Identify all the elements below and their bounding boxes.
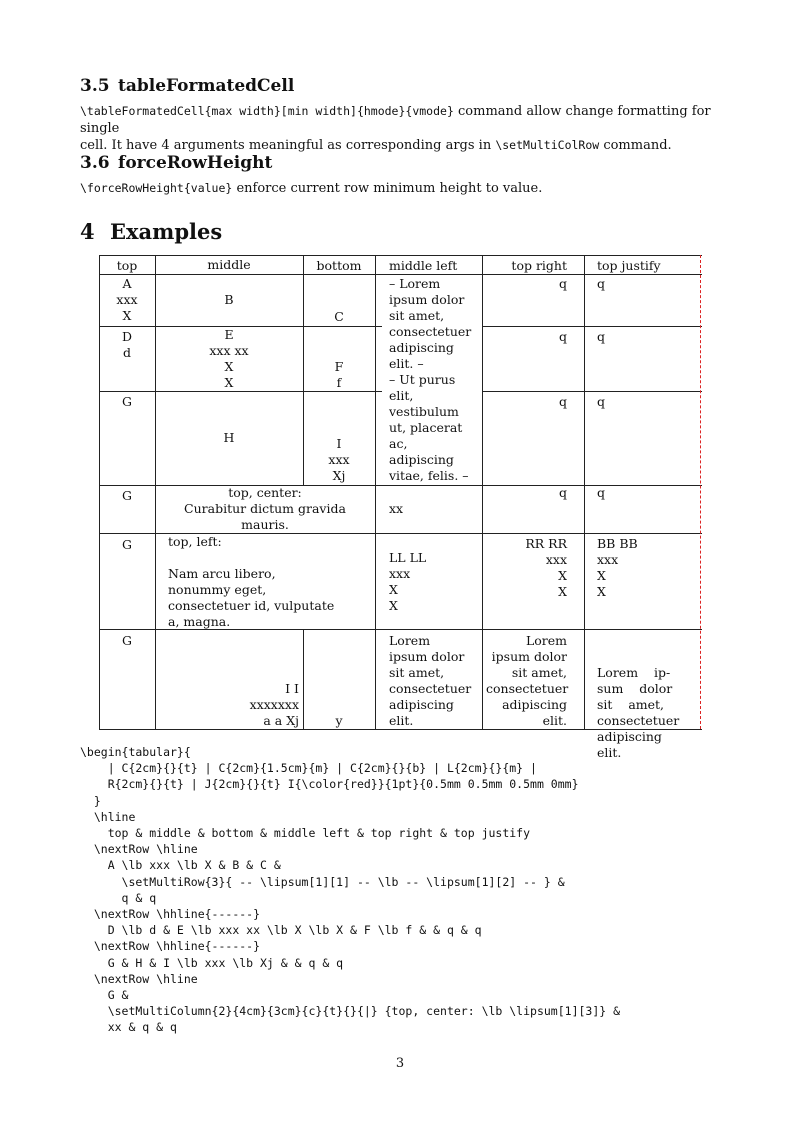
cell-line: G xyxy=(122,537,132,552)
cell-line: adipiscing xyxy=(597,729,662,744)
code-line: \setMultiColumn{2}{4cm}{3cm}{c}{t}{}{|} {top, center: \lb \lipsum[1][3]} & xyxy=(80,1004,621,1019)
cell-line: bottom xyxy=(316,258,362,273)
cell-line: vestibulum xyxy=(389,404,459,419)
section-title: Examples xyxy=(110,219,223,244)
cell-line: xxx xyxy=(328,452,350,467)
code-line: | C{2cm}{}{t} | C{2cm}{1.5cm}{m} | C{2cm}{}{b} | L{2cm}{}{m} | xyxy=(80,761,537,776)
cell-line: I xyxy=(336,436,342,451)
cell-line: G xyxy=(122,488,132,503)
table-cell xyxy=(99,276,155,324)
cell-line: f xyxy=(336,375,342,390)
cell-line: C xyxy=(334,309,344,324)
header-cell xyxy=(593,258,700,274)
cell-line: d xyxy=(122,345,131,360)
cell-line: elit. xyxy=(389,713,414,728)
table-cell xyxy=(99,329,155,361)
table-rule xyxy=(375,255,376,729)
cell-line: xxxxxxx xyxy=(249,697,299,712)
cell-line: ac, xyxy=(389,436,408,451)
table-cell xyxy=(99,394,155,410)
table-cell xyxy=(593,536,700,600)
table-cell xyxy=(385,633,482,729)
table-cell xyxy=(593,276,700,292)
multicolumn-cell xyxy=(155,485,375,533)
table-cell xyxy=(593,485,700,501)
section-heading-3-5 xyxy=(80,76,294,96)
cell-line: adipiscing xyxy=(502,697,567,712)
code-listing xyxy=(80,744,620,1036)
code-line: \nextRow \hhline{------} xyxy=(80,907,261,922)
cell-line: consectetuer xyxy=(486,681,569,696)
table-rule xyxy=(584,255,585,729)
table-cell xyxy=(482,536,571,600)
table-cell xyxy=(385,550,482,614)
cell-line: Lorem ip- xyxy=(597,665,671,680)
multirow-cell xyxy=(385,276,482,484)
red-dashed-rule xyxy=(700,255,701,729)
cell-line: X xyxy=(224,375,234,390)
command-text: \tableFormatedCell{max width}[min width]{hmode}{vmode} xyxy=(80,104,454,118)
cell-line: I I xyxy=(285,681,299,696)
table-rule xyxy=(99,391,382,392)
table-cell xyxy=(303,359,375,391)
paragraph-table-formated-cell xyxy=(80,103,725,154)
cell-line: BB BB xyxy=(597,536,638,551)
cell-line: elit. xyxy=(597,745,622,760)
cell-line: ipsum dolor xyxy=(389,292,465,307)
cell-line: consectetuer xyxy=(389,324,472,339)
cell-line: a a Xj xyxy=(263,713,299,728)
table-cell xyxy=(385,501,482,517)
code-line: A \lb xxx \lb X & B & C & xyxy=(80,858,281,873)
cell-line: LL LL xyxy=(389,550,427,565)
cell-line: ipsum dolor xyxy=(389,649,465,664)
cell-line: q xyxy=(558,329,567,344)
cell-line: q xyxy=(597,276,606,291)
cell-line: adipiscing xyxy=(389,697,454,712)
cell-line: adipiscing xyxy=(389,340,454,355)
table-cell xyxy=(303,436,375,484)
code-line: G & xyxy=(80,988,129,1003)
cell-line: X xyxy=(597,584,606,599)
code-line: R{2cm}{}{t} | J{2cm}{}{t} I{\color{red}}{1pt}{0.5mm 0.5mm 0.5mm 0mm} xyxy=(80,777,579,792)
table-cell xyxy=(99,537,155,553)
code-line: \hline xyxy=(80,809,136,824)
code-line: top & middle & bottom & middle left & top right & top justify xyxy=(80,826,531,841)
cell-line: top, center: xyxy=(228,485,302,500)
cell-line: X xyxy=(597,568,606,583)
cell-line: E xyxy=(224,327,234,342)
cell-line: consectetuer id, vulputate xyxy=(168,598,335,613)
cell-line: xxx xyxy=(389,566,411,581)
table-cell xyxy=(99,633,155,649)
header-cell xyxy=(99,258,155,274)
section-title: tableFormatedCell xyxy=(118,76,295,96)
cell-line: F xyxy=(334,359,344,374)
cell-line: q xyxy=(597,485,606,500)
table-cell xyxy=(155,430,303,446)
cell-line xyxy=(168,550,371,566)
code-line: \nextRow \hline xyxy=(80,842,198,857)
header-cell xyxy=(482,258,571,274)
cell-line: xxx xx xyxy=(209,343,249,358)
table-rule xyxy=(482,326,702,327)
cell-line: top, left: xyxy=(168,534,222,549)
cell-line: RR RR xyxy=(525,536,567,551)
cell-line: q xyxy=(558,394,567,409)
table-cell xyxy=(303,309,375,325)
cell-line: top xyxy=(116,258,138,273)
section-number: 4 xyxy=(80,219,95,244)
code-line: \nextRow \hline xyxy=(80,971,198,986)
paragraph-text: command allow change formatting for single xyxy=(80,104,711,136)
cell-line: ut, placerat xyxy=(389,420,463,435)
cell-line: top justify xyxy=(597,258,661,273)
section-title: forceRowHeight xyxy=(118,153,273,173)
table-rule xyxy=(99,255,702,256)
section-heading-3-6 xyxy=(80,153,272,173)
cell-line: Xj xyxy=(332,468,346,483)
multicolumn-cell xyxy=(164,534,375,630)
paragraph-text: cell. It have 4 arguments meaningful as corresponding args in xyxy=(80,138,496,153)
cell-line: – Ut purus xyxy=(389,372,456,387)
cell-line: D xyxy=(121,329,133,344)
cell-line: Nam arcu libero, xyxy=(168,566,276,581)
cell-line: B xyxy=(224,292,234,307)
cell-line: consectetuer xyxy=(597,713,680,728)
cell-line: xxx xyxy=(116,292,138,307)
table-rule xyxy=(99,274,702,275)
code-line: G & H & I \lb xxx \lb Xj & & q & q xyxy=(80,955,344,970)
cell-line: sit amet, xyxy=(389,308,445,323)
cell-line: sum dolor xyxy=(597,681,673,696)
cell-line: A xyxy=(122,276,132,291)
table-cell xyxy=(482,329,571,345)
table-cell xyxy=(99,488,155,504)
cell-line: X xyxy=(389,582,398,597)
table-cell xyxy=(303,713,375,729)
cell-line: mauris. xyxy=(241,517,289,532)
paragraph-text: command. xyxy=(599,138,672,153)
cell-line: adipiscing xyxy=(389,452,454,467)
cell-line: Lorem xyxy=(525,633,567,648)
cell-line: elit, xyxy=(389,388,414,403)
cell-line: vitae, felis. – xyxy=(389,468,469,483)
cell-line: X xyxy=(558,568,567,583)
table-cell xyxy=(593,329,700,345)
cell-line: sit amet, xyxy=(389,665,445,680)
cell-line: q xyxy=(558,485,567,500)
cell-line: elit. – xyxy=(389,356,424,371)
cell-line: elit. xyxy=(542,713,567,728)
paragraph-force-row-height xyxy=(80,180,725,197)
table-cell xyxy=(482,394,571,410)
cell-line: X xyxy=(558,584,567,599)
cell-line: – Lorem xyxy=(389,276,441,291)
cell-line: q xyxy=(558,276,567,291)
table-cell xyxy=(593,394,700,410)
code-line: q & q xyxy=(80,890,157,905)
cell-line: top right xyxy=(511,258,567,273)
paragraph-text: enforce current row minimum height to value. xyxy=(232,181,543,196)
command-text: \setMultiColRow xyxy=(495,138,600,152)
cell-line: X xyxy=(224,359,234,374)
table-cell xyxy=(482,633,571,729)
cell-line: G xyxy=(122,394,132,409)
cell-line: X xyxy=(389,598,398,613)
header-cell xyxy=(303,258,375,274)
cell-line: middle xyxy=(207,257,251,272)
cell-line: q xyxy=(597,394,606,409)
code-line: \nextRow \hhline{------} xyxy=(80,939,261,954)
cell-line: consectetuer xyxy=(389,681,472,696)
section-heading-4 xyxy=(80,219,222,244)
table-cell xyxy=(155,292,303,308)
table-cell xyxy=(482,485,571,501)
cell-line: sit amet, xyxy=(597,697,665,712)
code-line: D \lb d & E \lb xxx xx \lb X \lb X & F \lb f & & q & q xyxy=(80,923,482,938)
cell-line: H xyxy=(223,430,235,445)
section-number: 3.6 xyxy=(80,153,110,173)
cell-line: G xyxy=(122,633,132,648)
cell-line: a, magna. xyxy=(168,614,231,629)
code-line: \begin{tabular}{ xyxy=(80,745,191,759)
cell-line: Curabitur dictum gravida xyxy=(184,501,346,516)
cell-line: sit amet, xyxy=(511,665,567,680)
cell-line: xx xyxy=(389,501,404,516)
table-rule xyxy=(482,391,702,392)
header-cell xyxy=(385,258,482,274)
section-number: 3.5 xyxy=(80,76,110,96)
code-line: } xyxy=(80,793,101,808)
cell-line: middle left xyxy=(389,258,458,273)
table-cell xyxy=(155,681,303,729)
cell-line: y xyxy=(335,713,343,728)
page-number: 3 xyxy=(395,1056,405,1071)
command-text: \forceRowHeight{value} xyxy=(80,181,233,195)
cell-line: xxx xyxy=(597,552,619,567)
cell-line: q xyxy=(597,329,606,344)
code-line: \setMultiRow{3}{ -- \lipsum[1][1] -- \lb -- \lipsum[1][2] -- } & xyxy=(80,874,565,889)
table-cell xyxy=(482,276,571,292)
table-cell xyxy=(155,327,303,391)
header-cell xyxy=(155,257,303,273)
cell-line: ipsum dolor xyxy=(491,649,567,664)
code-line: xx & q & q xyxy=(80,1020,177,1035)
cell-line: X xyxy=(122,308,132,323)
cell-line: xxx xyxy=(545,552,567,567)
cell-line: Lorem xyxy=(389,633,431,648)
cell-line: nonummy eget, xyxy=(168,582,267,597)
